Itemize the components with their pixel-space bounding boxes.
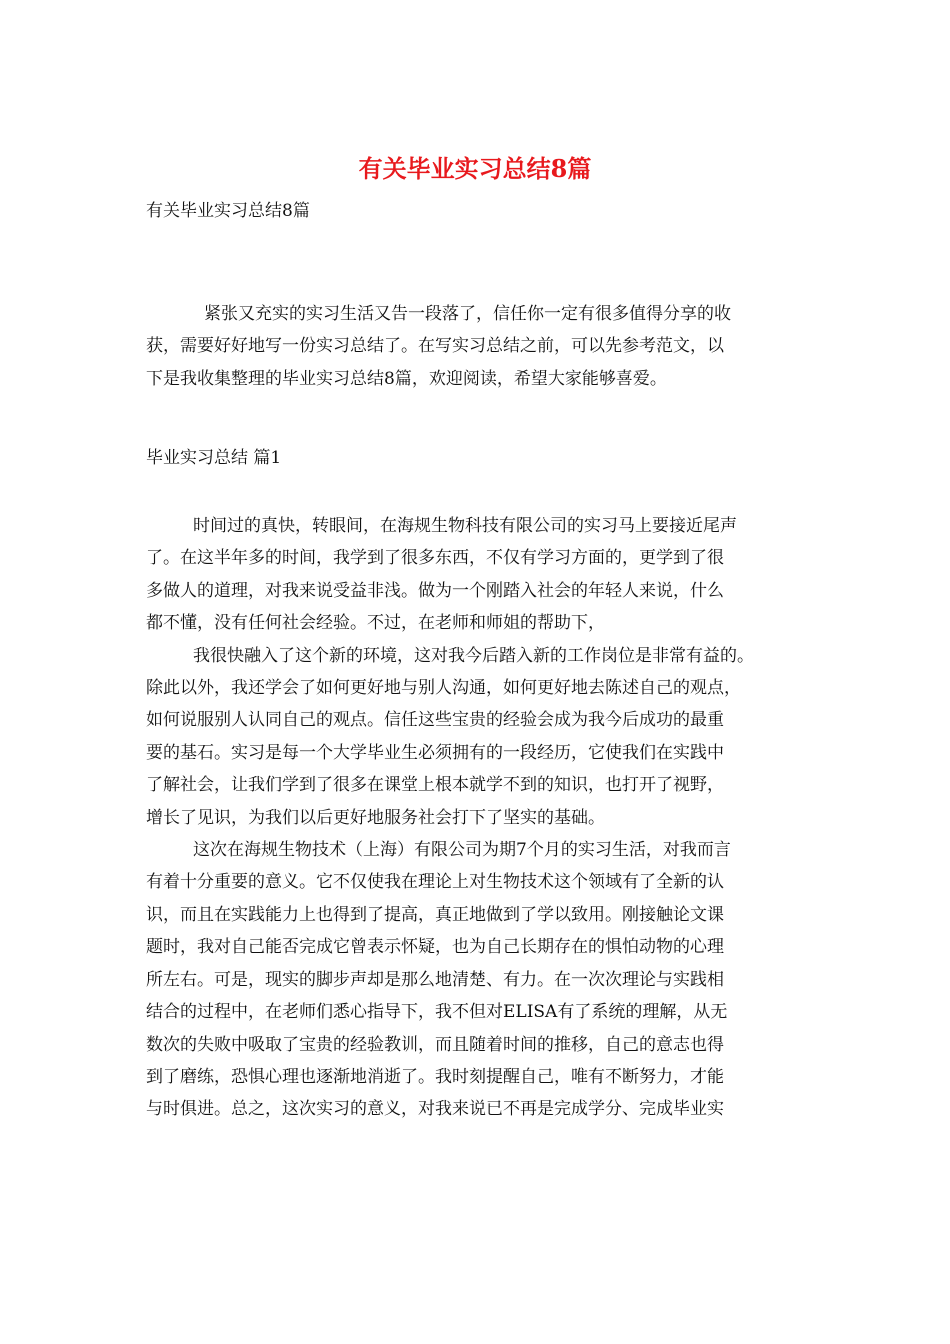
body-line: 了解社会，让我们学到了很多在课堂上根本就学不到的知识，也打开了视野， (146, 775, 724, 796)
body-text (146, 510, 821, 1126)
document-subtitle: 有关毕业实习总结8篇 (146, 201, 310, 221)
body-line: 所左右。可是，现实的脚步声却是那么地清楚、有力。在一次次理论与实践相 (146, 969, 724, 990)
body-line: 要的基石。实习是每一个大学毕业生必须拥有的一段经历，它使我们在实践中 (146, 742, 724, 763)
intro-line: 下是我收集整理的毕业实习总结8篇，欢迎阅读，希望大家能够喜爱。 (146, 368, 667, 389)
body-line: 都不懂，没有任何社会经验。不过，在老师和师姐的帮助下， (146, 613, 605, 634)
intro-line: 紧张又充实的实习生活又告一段落了，信任你一定有很多值得分享的收 (204, 304, 731, 324)
body-line: 有着十分重要的意义。它不仅使我在理论上对生物技术这个领域有了全新的认 (146, 872, 724, 893)
intro-paragraph (146, 298, 821, 395)
body-line: 多做人的道理，对我来说受益非浅。做为一个刚踏入社会的年轻人来说，什么 (146, 580, 724, 601)
body-line: 时间过的真快，转眼间，在海规生物科技有限公司的实习马上要接近尾声 (193, 516, 737, 536)
body-line: 了。在这半年多的时间，我学到了很多东西，不仅有学习方面的，更学到了很 (146, 548, 724, 569)
document-title: 有关毕业实习总结8篇 (358, 154, 592, 183)
body-line: 与时俱进。总之，这次实习的意义，对我来说已不再是完成学分、完成毕业实 (146, 1099, 724, 1120)
intro-line: 获，需要好好地写一份实习总结了。在写实习总结之前，可以先参考范文，以 (146, 336, 724, 357)
body-line: 如何说服别人认同自己的观点。信任这些宝贵的经验会成为我今后成功的最重 (146, 710, 724, 731)
body-line: 除此以外，我还学会了如何更好地与别人沟通，如何更好地去陈述自己的观点， (146, 678, 741, 699)
body-line: 识，而且在实践能力上也得到了提高，真正地做到了学以致用。刚接触论文课 (146, 904, 724, 925)
body-line: 数次的失败中吸取了宝贵的经验教训，而且随着时间的推移，自己的意志也得 (146, 1034, 724, 1055)
section-heading: 毕业实习总结 篇1 (146, 448, 282, 468)
body-line: 题时，我对自己能否完成它曾表示怀疑，也为自己长期存在的惧怕动物的心理 (146, 937, 724, 958)
body-line: 增长了见识，为我们以后更好地服务社会打下了坚实的基础。 (146, 807, 605, 828)
body-line: 到了磨练，恐惧心理也逐渐地消逝了。我时刻提醒自己，唯有不断努力，才能 (146, 1066, 724, 1087)
body-line: 结合的过程中，在老师们悉心指导下，我不但对ELISA有了系统的理解，从无 (146, 1002, 728, 1023)
body-line: 我很快融入了这个新的环境，这对我今后踏入新的工作岗位是非常有益的。 (193, 645, 754, 666)
body-line: 这次在海规生物技术（上海）有限公司为期7个月的实习生活，对我而言 (193, 840, 731, 861)
